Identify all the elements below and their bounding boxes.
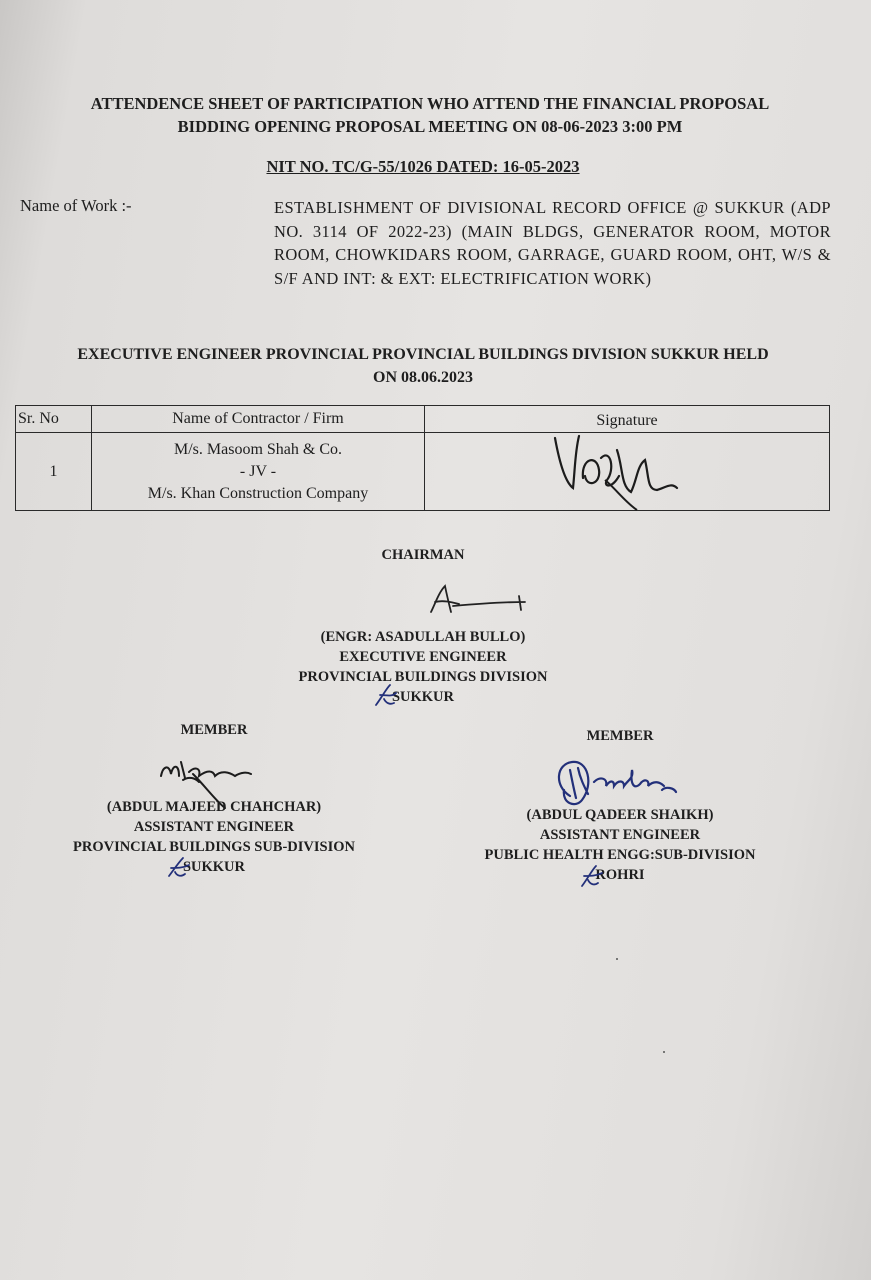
paper-speck bbox=[616, 958, 618, 960]
chairman-designation: EXECUTIVE ENGINEER bbox=[339, 649, 507, 665]
chairman-office: PROVINCIAL BUILDINGS DIVISION bbox=[298, 669, 548, 685]
title-line-1: ATTENDENCE SHEET OF PARTICIPATION WHO ATTEND THE FINANCIAL PROPOSAL bbox=[90, 94, 770, 113]
contractor-signature-icon bbox=[545, 430, 690, 515]
chairman-block bbox=[233, 545, 613, 707]
header-sr-no: Sr. No bbox=[16, 406, 92, 433]
member-left-place: SUKKUR bbox=[182, 859, 246, 875]
meeting-held-heading bbox=[16, 343, 830, 389]
paper-speck bbox=[663, 1051, 665, 1053]
member-right-name: (ABDUL QADEER SHAIKH) bbox=[526, 807, 714, 823]
row-contractor bbox=[92, 433, 425, 511]
member-right-initial-icon bbox=[578, 864, 604, 890]
chairman-role: CHAIRMAN bbox=[381, 547, 465, 563]
chairman-signature-icon bbox=[425, 582, 530, 618]
row-sr-no: 1 bbox=[16, 433, 92, 511]
document-title bbox=[20, 92, 840, 138]
title-line-2: BIDDING OPENING PROPOSAL MEETING ON 08-06-2023 3:00 PM bbox=[177, 117, 683, 136]
chairman-name: (ENGR: ASADULLAH BULLO) bbox=[320, 629, 526, 645]
work-label: Name of Work :- bbox=[20, 196, 132, 215]
firm-line-1: M/s. Masoom Shah & Co. bbox=[173, 440, 342, 458]
member-left-office: PROVINCIAL BUILDINGS SUB-DIVISION bbox=[72, 839, 355, 855]
held-line-1: EXECUTIVE ENGINEER PROVINCIAL PROVINCIAL BUILDINGS DIVISION SUKKUR HELD bbox=[77, 346, 769, 363]
member-right-office: PUBLIC HEALTH ENGG:SUB-DIVISION bbox=[484, 847, 756, 863]
member-right-place: ROHRI bbox=[595, 867, 645, 883]
chairman-initial-icon bbox=[372, 683, 400, 709]
firm-line-3: M/s. Khan Construction Company bbox=[147, 484, 369, 502]
member-left-designation: ASSISTANT ENGINEER bbox=[133, 819, 295, 835]
work-description: ESTABLISHMENT OF DIVISIONAL RECORD OFFICE @ SUKKUR (ADP NO. 3114 OF 2022-23) (MAIN BLDGS, GENERATOR ROOM, MOTOR ROOM, CHOWKIDARS ROOM, GARRAGE, GUARD ROOM, OHT, W/S & S/F AND INT: & EXT: ELECTRIFICATION WORK) bbox=[274, 198, 831, 288]
member-right-signature-icon bbox=[548, 756, 688, 826]
chairman-place: SUKKUR bbox=[391, 689, 455, 705]
header-contractor: Name of Contractor / Firm bbox=[92, 406, 425, 433]
firm-line-2: - JV - bbox=[239, 462, 277, 480]
member-left-initial-icon bbox=[165, 856, 191, 880]
attendance-table bbox=[15, 405, 830, 511]
table-row bbox=[16, 433, 830, 511]
member-left-signature-icon bbox=[155, 756, 255, 812]
header-signature: Signature bbox=[425, 406, 830, 433]
member-left-role: MEMBER bbox=[180, 722, 248, 738]
table-header-row bbox=[16, 406, 830, 433]
nit-number: NIT NO. TC/G-55/1026 DATED: 16-05-2023 bbox=[266, 157, 580, 176]
member-right-role: MEMBER bbox=[586, 728, 654, 744]
member-right-designation: ASSISTANT ENGINEER bbox=[539, 827, 701, 843]
member-left-name: (ABDUL MAJEED CHAHCHAR) bbox=[106, 799, 322, 815]
held-line-2: ON 08.06.2023 bbox=[373, 369, 473, 386]
chairman-signature-space bbox=[233, 565, 613, 627]
